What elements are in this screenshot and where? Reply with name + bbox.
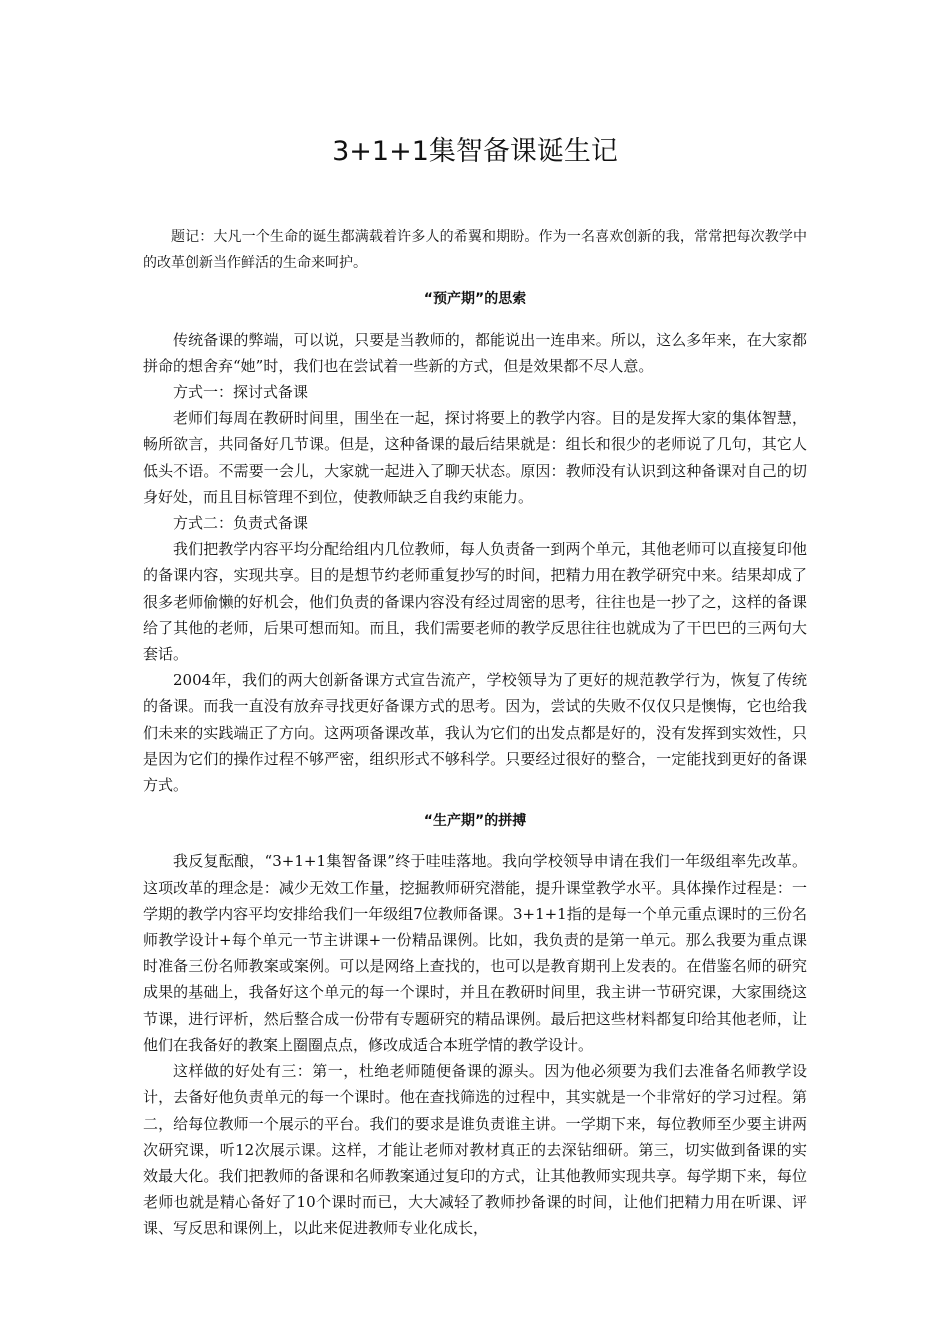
paragraph: 我们把教学内容平均分配给组内几位教师，每人负责备一到两个单元，其他老师可以直接复印他的备课内容，实现共享。目的是想节约老师重复抄写的时间，把精力用在教学研究中来。结果却成了很多老师偷懒的好机会，他们负责的备课内容没有经过周密的思考，往往也是一抄了之，这样的备课给了其他的老师，后果可想而知。而且，我们需要老师的教学反思往往也就成为了干巴巴的三两句大套话。 [143,540,807,664]
subheading-method-one: 方式一：探讨式备课 [173,383,309,402]
subheading-method-two: 方式二：负责式备课 [173,514,309,533]
paragraph: 我反复酝酿，“3+1+1集智备课”终于哇哇落地。我向学校领导申请在我们一年级组率先改革。这项改革的理念是：减少无效工作量，挖掘教师研究潜能，提升课堂教学水平。具体操作过程是：一学期的教学内容平均安排给我们一年级组7位教师备课。3+1+1指的是每一个单元重点课时的三份名师教学设计+每个单元一节主讲课+一份精品课例。比如，我负责的是第一单元。那么我要为重点课时准备三份名师教案或案例。可以是网络上查找的，也可以是教育期刊上发表的。在借鉴名师的研究成果的基础上，我备好这个单元的每一个课时，并且在教研时间里，我主讲一节研究课，大家围绕这节课，进行评析，然后整合成一份带有专题研究的精品课例。最后把这些材料都复印给其他老师，让他们在我备好的教案上圈圈点点，修改成适合本班学情的教学设计。 [143,852,807,1054]
paragraph: 这样做的好处有三：第一，杜绝老师随便备课的源头。因为他必须要为我们去准备名师教学设计，去备好他负责单元的每一个课时。他在查找筛选的过程中，其实就是一个非常好的学习过程。第二，给每位教师一个展示的平台。我们的要求是谁负责谁主讲。一学期下来，每位教师至少要主讲两次研究课，听12次展示课。这样，才能让老师对教材真正的去深钻细研。第三，切实做到备课的实效最大化。我们把教师的备课和名师教案通过复印的方式，让其他教师实现共享。每学期下来，每位老师也就是精心备好了10个课时而已，大大减轻了教师抄备课的时间，让他们把精力用在听课、评课、写反思和课例上，以此来促进教师专业化成长， [143,1062,807,1238]
section-heading-production: “生产期”的拼搏 [423,813,527,830]
document-body [143,224,807,1242]
epigraph: 题记：大凡一个生命的诞生都满载着许多人的希翼和期盼。作为一名喜欢创新的我，常常把每次教学中的改革创新当作鲜活的生命来呵护。 [143,229,807,272]
paragraph: 传统备课的弊端，可以说，只要是当教师的，都能说出一连串来。所以，这么多年来，在大家都拼命的想舍弃“她”时，我们也在尝试着一些新的方式，但是效果都不尽人意。 [143,330,807,375]
section-heading-anticipation: “预产期”的思索 [423,291,527,308]
paragraph: 老师们每周在教研时间里，围坐在一起，探讨将要上的教学内容。目的是发挥大家的集体智慧，畅所欲言，共同备好几节课。但是，这种备课的最后结果就是：组长和很少的老师说了几句，其它人低头不语。不需要一会儿，大家就一起进入了聊天状态。原因：教师没有认识到这种备课对自己的切身好处，而且目标管理不到位，使教师缺乏自我约束能力。 [143,409,807,506]
page-title: 3+1+1集智备课诞生记 [332,136,618,167]
paragraph: 2004年，我们的两大创新备课方式宣告流产，学校领导为了更好的规范教学行为，恢复了传统的备课。而我一直没有放弃寻找更好备课方式的思考。因为，尝试的失败不仅仅只是懊悔，它也给我们未来的实践端正了方向。这两项备课改革，我认为它们的出发点都是好的，没有发挥到实效性，只是因为它们的操作过程不够严密，组织形式不够科学。只要经过很好的整合，一定能找到更好的备课方式。 [143,671,807,795]
